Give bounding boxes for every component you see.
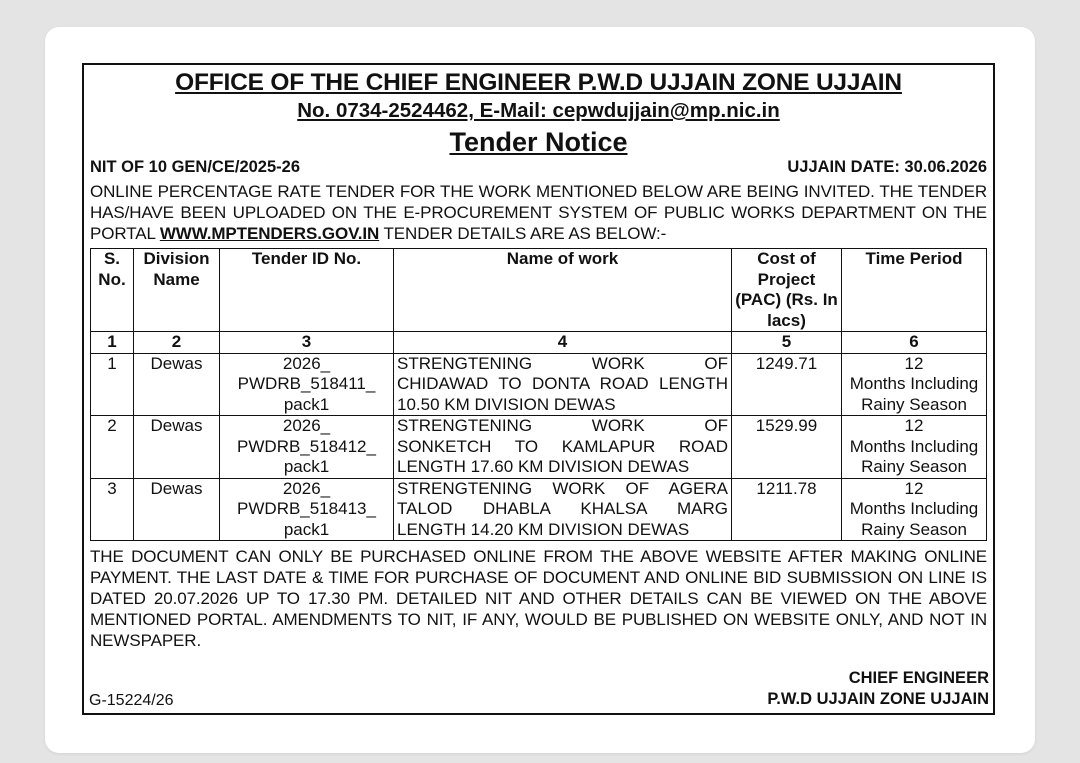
tender-table (90, 248, 987, 541)
cell-work: STRENGTENING WORK OF SONKETCH TO KAMLAPUR ROAD LENGTH 17.60 KM DIVISION DEWAS (394, 416, 732, 479)
notice-title: Tender Notice (449, 127, 628, 157)
signature-title: CHIEF ENGINEER (848, 669, 989, 687)
nit-number: NIT OF 10 GEN/CE/2025-26 (90, 158, 300, 176)
portal-link[interactable]: WWW.MPTENDERS.GOV.IN (159, 224, 380, 243)
cell-period: 12 Months Including Rainy Season (842, 416, 987, 479)
cell-cost: 1211.78 (732, 478, 842, 541)
col-number: 2 (134, 332, 220, 354)
contact-line: No. 0734-2524462, E-Mail: cepwdujjain@mp.nic.in (297, 99, 780, 122)
intro-text: ONLINE PERCENTAGE RATE TENDER FOR THE WORK MENTIONED BELOW ARE BEING INVITED. THE TENDER HAS/HAVE BEEN UPLOADED ON THE E-PROCUREMENT SYSTEM OF PUBLIC WORKS DEPARTMENT ON THE PORTAL (90, 182, 987, 243)
office-title: OFFICE OF THE CHIEF ENGINEER P.W.D UJJAIN ZONE UJJAIN (175, 69, 902, 96)
table-row (91, 478, 987, 541)
cell-sno: 1 (91, 353, 134, 416)
col-header-division: Division Name (134, 249, 220, 332)
col-header-work: Name of work (394, 249, 732, 332)
cell-division: Dewas (134, 416, 220, 479)
cell-cost: 1529.99 (732, 416, 842, 479)
col-header-sno: S. No. (91, 249, 134, 332)
cell-division: Dewas (134, 478, 220, 541)
cell-sno: 2 (91, 416, 134, 479)
cell-tender-id: 2026_ PWDRB_518412_ pack1 (220, 416, 394, 479)
cell-period: 12 Months Including Rainy Season (842, 478, 987, 541)
table-row (91, 353, 987, 416)
cell-tender-id: 2026_ PWDRB_518413_ pack1 (220, 478, 394, 541)
cell-tender-id: 2026_ PWDRB_518411_ pack1 (220, 353, 394, 416)
cell-work: STRENGTENING WORK OF AGERA TALOD DHABLA KHALSA MARG LENGTH 14.20 KM DIVISION DEWAS (394, 478, 732, 541)
table-header-row (91, 249, 987, 332)
col-number: 4 (394, 332, 732, 354)
col-number: 1 (91, 332, 134, 354)
purchase-instructions: THE DOCUMENT CAN ONLY BE PURCHASED ONLINE FROM THE ABOVE WEBSITE AFTER MAKING ONLINE PAYMENT. THE LAST DATE & TIME FOR PURCHASE OF DOCUMENT AND ONLINE BID SUBMISSION ON LINE IS DATED 20.07.2026 UP TO 17.30 PM. DETAILED NIT AND OTHER DETAILS CAN BE VIEWED ON THE ABOVE MENTIONED PORTAL. AMENDMENTS TO NIT, IF ANY, WOULD BE PUBLISHED ON WEBSITE ONLY, AND NOT IN NEWSPAPER. (90, 547, 987, 650)
cell-sno: 3 (91, 478, 134, 541)
intro-text-end: TENDER DETAILS ARE AS BELOW:- (379, 224, 667, 243)
signature-office: P.W.D UJJAIN ZONE UJJAIN (767, 690, 989, 708)
cell-work: STRENGTENING WORK OF CHIDAWAD TO DONTA ROAD LENGTH 10.50 KM DIVISION DEWAS (394, 353, 732, 416)
cell-period: 12 Months Including Rainy Season (842, 353, 987, 416)
intro-paragraph (90, 181, 987, 244)
signature-block (767, 668, 989, 710)
reference-row (90, 157, 987, 177)
column-number-row (91, 332, 987, 354)
cell-cost: 1249.71 (732, 353, 842, 416)
col-number: 6 (842, 332, 987, 354)
col-header-cost: Cost of Project (PAC) (Rs. In lacs) (732, 249, 842, 332)
tender-notice (82, 63, 995, 715)
ad-code: G-15224/26 (89, 692, 174, 709)
cell-division: Dewas (134, 353, 220, 416)
col-number: 5 (732, 332, 842, 354)
notice-date: UJJAIN DATE: 30.06.2026 (787, 158, 987, 176)
col-number: 3 (220, 332, 394, 354)
table-row (91, 416, 987, 479)
col-header-period: Time Period (842, 249, 987, 332)
col-header-tender-id: Tender ID No. (220, 249, 394, 332)
